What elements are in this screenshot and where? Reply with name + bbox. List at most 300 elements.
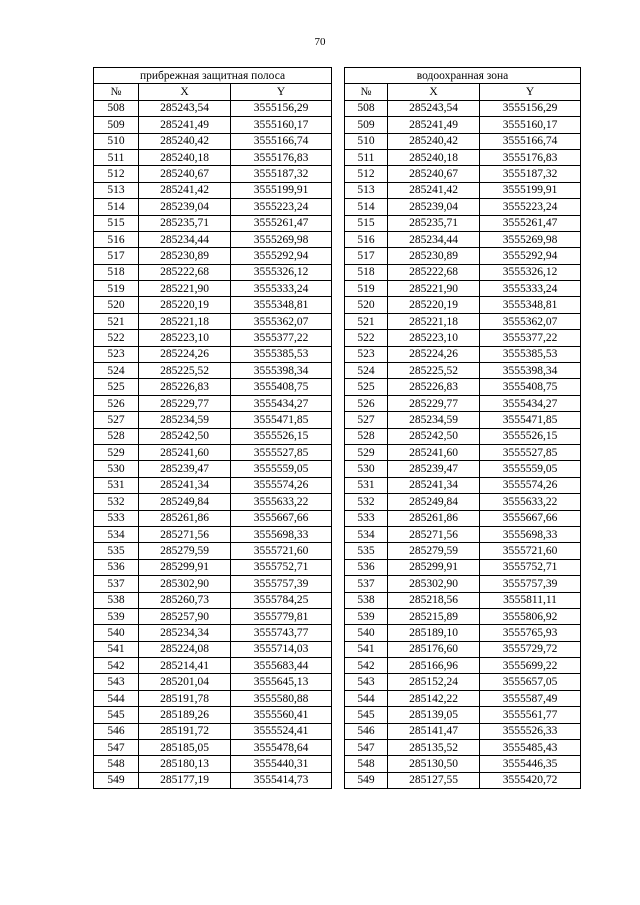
cell-number: 508 — [94, 100, 139, 116]
cell-number: 546 — [94, 723, 139, 739]
cell-number: 522 — [345, 330, 388, 346]
table-row — [345, 526, 581, 542]
cell-y: 3555587,49 — [480, 690, 581, 706]
cell-x: 285221,90 — [139, 281, 231, 297]
table-row — [94, 117, 332, 133]
cell-number: 544 — [345, 690, 388, 706]
table-row — [94, 707, 332, 723]
cell-x: 285189,10 — [388, 625, 480, 641]
cell-number: 511 — [94, 149, 139, 165]
cell-x: 285185,05 — [139, 740, 231, 756]
cell-x: 285299,91 — [139, 559, 231, 575]
table-row — [345, 723, 581, 739]
cell-x: 285214,41 — [139, 658, 231, 674]
table-row — [94, 199, 332, 215]
cell-x: 285189,26 — [139, 707, 231, 723]
cell-number: 545 — [345, 707, 388, 723]
cell-number: 525 — [345, 379, 388, 395]
cell-y: 3555333,24 — [231, 281, 332, 297]
cell-number: 548 — [94, 756, 139, 772]
cell-x: 285302,90 — [388, 576, 480, 592]
table-header-row — [94, 84, 332, 100]
cell-y: 3555645,13 — [231, 674, 332, 690]
table-row — [345, 772, 581, 788]
cell-number: 541 — [345, 641, 388, 657]
table-row — [94, 658, 332, 674]
table-row — [345, 559, 581, 575]
cell-number: 514 — [345, 199, 388, 215]
cell-y: 3555292,94 — [231, 248, 332, 264]
cell-y: 3555199,91 — [231, 182, 332, 198]
table-row — [345, 412, 581, 428]
cell-x: 285260,73 — [139, 592, 231, 608]
cell-x: 285224,08 — [139, 641, 231, 657]
cell-number: 535 — [94, 543, 139, 559]
cell-number: 518 — [345, 264, 388, 280]
cell-y: 3555269,98 — [231, 231, 332, 247]
cell-x: 285240,42 — [139, 133, 231, 149]
table-row — [345, 707, 581, 723]
cell-y: 3555811,11 — [480, 592, 581, 608]
table-row — [94, 641, 332, 657]
cell-x: 285166,96 — [388, 658, 480, 674]
cell-x: 285243,54 — [139, 100, 231, 116]
cell-number: 514 — [94, 199, 139, 215]
cell-x: 285220,19 — [388, 297, 480, 313]
table-row — [94, 608, 332, 624]
table-row — [345, 313, 581, 329]
cell-x: 285239,47 — [388, 461, 480, 477]
cell-x: 285240,67 — [139, 166, 231, 182]
cell-y: 3555667,66 — [231, 510, 332, 526]
table-row — [94, 363, 332, 379]
table-row — [345, 363, 581, 379]
cell-y: 3555440,31 — [231, 756, 332, 772]
table-row — [94, 379, 332, 395]
cell-number: 548 — [345, 756, 388, 772]
table-row — [345, 625, 581, 641]
cell-y: 3555187,32 — [480, 166, 581, 182]
cell-x: 285176,60 — [388, 641, 480, 657]
cell-x: 285141,47 — [388, 723, 480, 739]
cell-number: 546 — [345, 723, 388, 739]
table-row — [94, 346, 332, 362]
cell-y: 3555784,25 — [231, 592, 332, 608]
cell-y: 3555292,94 — [480, 248, 581, 264]
cell-y: 3555377,22 — [480, 330, 581, 346]
cell-number: 513 — [94, 182, 139, 198]
table-row — [345, 690, 581, 706]
table-row — [94, 592, 332, 608]
cell-y: 3555526,15 — [480, 428, 581, 444]
cell-x: 285249,84 — [139, 494, 231, 510]
cell-number: 545 — [94, 707, 139, 723]
table-row — [94, 444, 332, 460]
cell-y: 3555657,05 — [480, 674, 581, 690]
cell-number: 515 — [345, 215, 388, 231]
cell-number: 536 — [94, 559, 139, 575]
cell-x: 285221,90 — [388, 281, 480, 297]
cell-number: 511 — [345, 149, 388, 165]
cell-y: 3555752,71 — [480, 559, 581, 575]
table-row — [94, 477, 332, 493]
table-row — [345, 297, 581, 313]
table-row — [94, 166, 332, 182]
cell-x: 285234,44 — [139, 231, 231, 247]
cell-y: 3555348,81 — [480, 297, 581, 313]
cell-y: 3555385,53 — [231, 346, 332, 362]
cell-x: 285135,52 — [388, 740, 480, 756]
cell-x: 285241,34 — [139, 477, 231, 493]
cell-y: 3555743,77 — [231, 625, 332, 641]
column-header-y: Y — [231, 84, 332, 100]
table-header-row — [345, 84, 581, 100]
table-row — [94, 100, 332, 116]
cell-x: 285239,47 — [139, 461, 231, 477]
cell-y: 3555721,60 — [480, 543, 581, 559]
cell-y: 3555408,75 — [480, 379, 581, 395]
cell-y: 3555434,27 — [231, 395, 332, 411]
cell-number: 515 — [94, 215, 139, 231]
cell-number: 517 — [345, 248, 388, 264]
cell-number: 519 — [345, 281, 388, 297]
table-row — [94, 625, 332, 641]
column-header-number: № — [345, 84, 388, 100]
cell-number: 537 — [345, 576, 388, 592]
cell-x: 285201,04 — [139, 674, 231, 690]
cell-number: 524 — [94, 363, 139, 379]
cell-x: 285191,78 — [139, 690, 231, 706]
cell-x: 285241,34 — [388, 477, 480, 493]
cell-x: 285241,49 — [388, 117, 480, 133]
cell-number: 538 — [345, 592, 388, 608]
cell-y: 3555757,39 — [231, 576, 332, 592]
cell-y: 3555633,22 — [231, 494, 332, 510]
cell-x: 285257,90 — [139, 608, 231, 624]
table-row — [345, 756, 581, 772]
table-row — [345, 395, 581, 411]
cell-x: 285226,83 — [139, 379, 231, 395]
cell-y: 3555326,12 — [480, 264, 581, 280]
cell-y: 3555434,27 — [480, 395, 581, 411]
cell-number: 531 — [94, 477, 139, 493]
cell-x: 285225,52 — [139, 363, 231, 379]
cell-number: 528 — [94, 428, 139, 444]
table-row — [94, 133, 332, 149]
cell-x: 285229,77 — [139, 395, 231, 411]
table-row — [94, 690, 332, 706]
table-row — [345, 281, 581, 297]
cell-y: 3555526,33 — [480, 723, 581, 739]
cell-y: 3555667,66 — [480, 510, 581, 526]
table-row — [94, 772, 332, 788]
cell-y: 3555765,93 — [480, 625, 581, 641]
cell-number: 539 — [345, 608, 388, 624]
table-row — [345, 166, 581, 182]
cell-x: 285139,05 — [388, 707, 480, 723]
cell-y: 3555362,07 — [231, 313, 332, 329]
table-row — [94, 297, 332, 313]
table-row — [94, 723, 332, 739]
cell-number: 518 — [94, 264, 139, 280]
table-row — [345, 674, 581, 690]
table-row — [94, 248, 332, 264]
table-row — [345, 658, 581, 674]
cell-number: 510 — [94, 133, 139, 149]
cell-number: 531 — [345, 477, 388, 493]
table-row — [94, 559, 332, 575]
cell-x: 285142,22 — [388, 690, 480, 706]
cell-x: 285229,77 — [388, 395, 480, 411]
cell-y: 3555166,74 — [231, 133, 332, 149]
cell-y: 3555478,64 — [231, 740, 332, 756]
cell-x: 285230,89 — [388, 248, 480, 264]
cell-number: 542 — [345, 658, 388, 674]
cell-y: 3555261,47 — [231, 215, 332, 231]
table-row — [94, 231, 332, 247]
cell-x: 285230,89 — [139, 248, 231, 264]
cell-number: 534 — [345, 526, 388, 542]
cell-x: 285271,56 — [388, 526, 480, 542]
table-row — [345, 444, 581, 460]
cell-x: 285249,84 — [388, 494, 480, 510]
column-header-y: Y — [480, 84, 581, 100]
cell-y: 3555377,22 — [231, 330, 332, 346]
cell-number: 520 — [345, 297, 388, 313]
cell-number: 534 — [94, 526, 139, 542]
cell-x: 285220,19 — [139, 297, 231, 313]
cell-number: 549 — [94, 772, 139, 788]
cell-y: 3555420,72 — [480, 772, 581, 788]
cell-y: 3555160,17 — [480, 117, 581, 133]
table-row — [345, 231, 581, 247]
table-row — [345, 592, 581, 608]
cell-y: 3555160,17 — [231, 117, 332, 133]
cell-x: 285239,04 — [388, 199, 480, 215]
table-row — [94, 149, 332, 165]
cell-x: 285235,71 — [139, 215, 231, 231]
cell-y: 3555527,85 — [231, 444, 332, 460]
table-row — [94, 182, 332, 198]
table-row — [345, 133, 581, 149]
cell-y: 3555698,33 — [231, 526, 332, 542]
water-protection-zone-table — [344, 67, 581, 789]
cell-y: 3555714,03 — [231, 641, 332, 657]
cell-number: 528 — [345, 428, 388, 444]
cell-y: 3555526,15 — [231, 428, 332, 444]
cell-y: 3555471,85 — [231, 412, 332, 428]
cell-number: 527 — [94, 412, 139, 428]
table-row — [94, 510, 332, 526]
cell-x: 285240,18 — [388, 149, 480, 165]
cell-number: 509 — [94, 117, 139, 133]
cell-number: 526 — [345, 395, 388, 411]
table-row — [94, 526, 332, 542]
cell-number: 529 — [94, 444, 139, 460]
cell-x: 285221,18 — [388, 313, 480, 329]
cell-number: 547 — [345, 740, 388, 756]
cell-number: 536 — [345, 559, 388, 575]
page-number: 70 — [314, 36, 326, 48]
cell-y: 3555187,32 — [231, 166, 332, 182]
cell-y: 3555698,33 — [480, 526, 581, 542]
cell-x: 285299,91 — [388, 559, 480, 575]
cell-number: 540 — [345, 625, 388, 641]
table-row — [94, 576, 332, 592]
cell-y: 3555408,75 — [231, 379, 332, 395]
cell-y: 3555269,98 — [480, 231, 581, 247]
cell-number: 529 — [345, 444, 388, 460]
cell-x: 285222,68 — [139, 264, 231, 280]
cell-number: 510 — [345, 133, 388, 149]
cell-y: 3555779,81 — [231, 608, 332, 624]
table-row — [345, 248, 581, 264]
table-row — [345, 461, 581, 477]
cell-x: 285223,10 — [388, 330, 480, 346]
table-row — [345, 428, 581, 444]
cell-x: 285234,34 — [139, 625, 231, 641]
cell-number: 542 — [94, 658, 139, 674]
table-row — [345, 641, 581, 657]
column-header-number: № — [94, 84, 139, 100]
cell-number: 522 — [94, 330, 139, 346]
cell-x: 285302,90 — [139, 576, 231, 592]
cell-number: 539 — [94, 608, 139, 624]
cell-y: 3555721,60 — [231, 543, 332, 559]
table-row — [94, 461, 332, 477]
column-header-x: X — [139, 84, 231, 100]
cell-x: 285218,56 — [388, 592, 480, 608]
cell-number: 544 — [94, 690, 139, 706]
cell-y: 3555561,77 — [480, 707, 581, 723]
cell-number: 523 — [94, 346, 139, 362]
cell-number: 520 — [94, 297, 139, 313]
table-row — [345, 182, 581, 198]
table-row — [345, 264, 581, 280]
cell-x: 285177,19 — [139, 772, 231, 788]
cell-number: 523 — [345, 346, 388, 362]
cell-x: 285279,59 — [139, 543, 231, 559]
table-row — [345, 100, 581, 116]
table-title-row — [94, 68, 332, 84]
cell-x: 285221,18 — [139, 313, 231, 329]
table-row — [345, 215, 581, 231]
cell-number: 533 — [94, 510, 139, 526]
column-header-x: X — [388, 84, 480, 100]
cell-x: 285235,71 — [388, 215, 480, 231]
table-row — [94, 543, 332, 559]
cell-number: 532 — [345, 494, 388, 510]
cell-x: 285243,54 — [388, 100, 480, 116]
cell-x: 285224,26 — [388, 346, 480, 362]
cell-number: 508 — [345, 100, 388, 116]
cell-y: 3555326,12 — [231, 264, 332, 280]
table-row — [94, 494, 332, 510]
table-row — [345, 149, 581, 165]
cell-y: 3555633,22 — [480, 494, 581, 510]
table-row — [94, 428, 332, 444]
cell-x: 285261,86 — [139, 510, 231, 526]
cell-y: 3555398,34 — [480, 363, 581, 379]
cell-number: 543 — [94, 674, 139, 690]
cell-number: 530 — [345, 461, 388, 477]
table-row — [345, 346, 581, 362]
cell-y: 3555527,85 — [480, 444, 581, 460]
cell-number: 543 — [345, 674, 388, 690]
cell-y: 3555699,22 — [480, 658, 581, 674]
cell-y: 3555574,26 — [480, 477, 581, 493]
cell-number: 533 — [345, 510, 388, 526]
table-row — [94, 674, 332, 690]
cell-y: 3555580,88 — [231, 690, 332, 706]
table-row — [345, 379, 581, 395]
cell-number: 521 — [345, 313, 388, 329]
table-row — [94, 412, 332, 428]
cell-number: 521 — [94, 313, 139, 329]
cell-y: 3555560,41 — [231, 707, 332, 723]
table-row — [345, 494, 581, 510]
cell-x: 285225,52 — [388, 363, 480, 379]
cell-x: 285240,18 — [139, 149, 231, 165]
cell-number: 537 — [94, 576, 139, 592]
table-row — [94, 740, 332, 756]
cell-x: 285241,60 — [139, 444, 231, 460]
cell-x: 285279,59 — [388, 543, 480, 559]
cell-number: 512 — [94, 166, 139, 182]
cell-number: 525 — [94, 379, 139, 395]
cell-x: 285180,13 — [139, 756, 231, 772]
cell-y: 3555757,39 — [480, 576, 581, 592]
cell-y: 3555574,26 — [231, 477, 332, 493]
cell-number: 541 — [94, 641, 139, 657]
cell-y: 3555333,24 — [480, 281, 581, 297]
cell-y: 3555348,81 — [231, 297, 332, 313]
table-row — [94, 330, 332, 346]
cell-number: 516 — [94, 231, 139, 247]
cell-number: 549 — [345, 772, 388, 788]
cell-x: 285130,50 — [388, 756, 480, 772]
table-row — [345, 543, 581, 559]
cell-x: 285222,68 — [388, 264, 480, 280]
cell-number: 535 — [345, 543, 388, 559]
cell-y: 3555414,73 — [231, 772, 332, 788]
cell-number: 512 — [345, 166, 388, 182]
cell-y: 3555199,91 — [480, 182, 581, 198]
cell-x: 285261,86 — [388, 510, 480, 526]
table-row — [345, 608, 581, 624]
table-row — [345, 330, 581, 346]
cell-number: 532 — [94, 494, 139, 510]
cell-y: 3555752,71 — [231, 559, 332, 575]
cell-number: 509 — [345, 117, 388, 133]
cell-x: 285240,42 — [388, 133, 480, 149]
cell-y: 3555446,35 — [480, 756, 581, 772]
cell-y: 3555223,24 — [480, 199, 581, 215]
cell-x: 285241,49 — [139, 117, 231, 133]
cell-y: 3555223,24 — [231, 199, 332, 215]
cell-number: 519 — [94, 281, 139, 297]
cell-number: 540 — [94, 625, 139, 641]
cell-x: 285224,26 — [139, 346, 231, 362]
cell-x: 285240,67 — [388, 166, 480, 182]
cell-x: 285226,83 — [388, 379, 480, 395]
table-row — [345, 477, 581, 493]
cell-y: 3555729,72 — [480, 641, 581, 657]
cell-number: 517 — [94, 248, 139, 264]
cell-y: 3555524,41 — [231, 723, 332, 739]
cell-number: 547 — [94, 740, 139, 756]
cell-y: 3555176,83 — [231, 149, 332, 165]
